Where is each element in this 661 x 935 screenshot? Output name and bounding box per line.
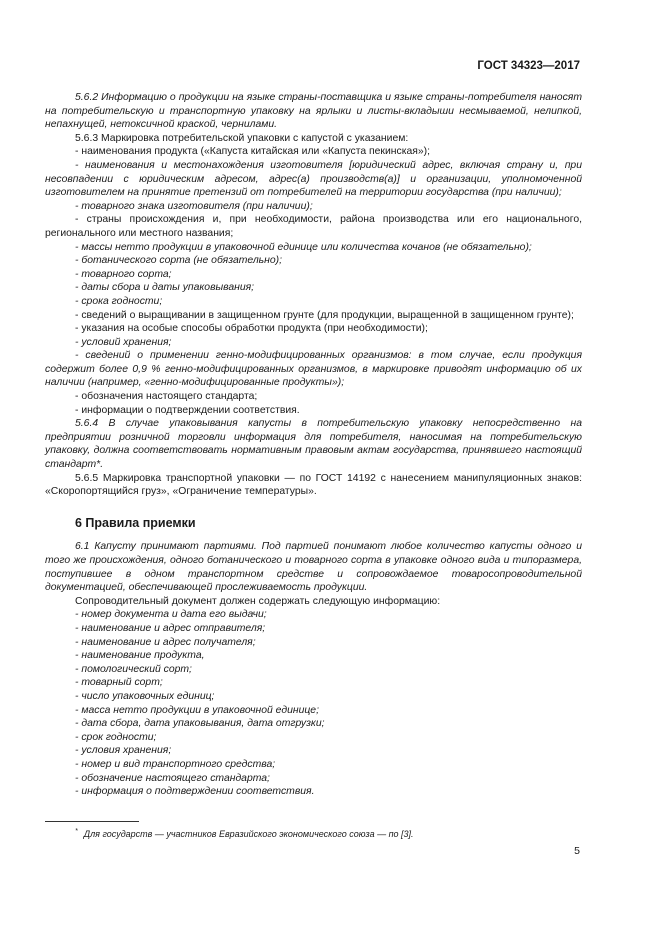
list-item: - массы нетто продукции в упаковочной единице или количества кочанов (не обязательно);	[75, 241, 532, 253]
section-6-lead: Сопроводительный документ должен содержать следующую информацию:	[75, 595, 441, 607]
list-item: - сведений о выращивании в защищенном грунте (для продукции, выращенной в защищенном грунте);	[75, 309, 574, 321]
list-item: - номер документа и дата его выдачи;	[75, 609, 267, 621]
list-item: - указания на особые способы обработки продукта (при необходимости);	[75, 323, 428, 335]
paragraphs-b	[45, 417, 582, 499]
list-item: - товарного сорта;	[75, 268, 172, 280]
list-item: - сведений о применении генно-модифицированных организмов: в том случае, если продукция содержит более 0,9 % генно-модифицированных организмов, в маркировке приводят информацию об их наличии (например, «генно-модифицированные продукты»);	[45, 350, 582, 389]
list-item: - наименование и адрес получателя;	[75, 636, 256, 648]
section-6-intro: 6.1 Капусту принимают партиями. Под партией понимают любое количество капусты одного и того же происхождения, одного ботанического и товарного сорта в упаковке одного вида и типоразмера, поступившее в одном транспортном средстве и сопровождаемое товаросопроводительной документацией, обеспечивающей прослеживаемость продукции.	[45, 541, 582, 594]
footnote-marker: *	[75, 828, 78, 835]
list-item: - страны происхождения и, при необходимости, района производства или его национального, регионального или местного названия;	[45, 214, 582, 239]
list-item: - условия хранения;	[75, 745, 172, 757]
list-item: - наименования и местонахождения изготовителя [юридический адрес, включая страну и, при несовпадении с юридическим адресом, адрес(а) производств(а)] и организации, уполномоченной изготовителем на принятие претензий от потребителей на территории государства (при наличии);	[45, 159, 582, 199]
list-item: - номер и вид транспортного средства;	[75, 758, 276, 770]
labeling-list	[45, 145, 582, 417]
list-item: - наименования продукта («Капуста китайская или «Капуста пекинская»);	[75, 146, 431, 158]
paragraph: 5.6.3 Маркировка потребительской упаковки с капустой с указанием:	[75, 132, 409, 144]
footnote	[75, 828, 414, 839]
footnote-divider	[45, 821, 139, 822]
list-item: - ботанического сорта (не обязательно);	[75, 255, 282, 267]
list-item: - срок годности;	[75, 731, 157, 743]
section-6-title: 6 Правила приемки	[75, 515, 196, 530]
list-item: - обозначения настоящего стандарта;	[75, 391, 258, 403]
paragraph: 5.6.5 Маркировка транспортной упаковки — по ГОСТ 14192 с нанесением манипуляционных знаков: «Скоропортящийся груз», «Ограничение температуры».	[45, 472, 582, 498]
paragraph: 5.6.4 В случае упаковывания капусты в потребительскую упаковку непосредственно на предприятии розничной торговли информация для потребителя, наносимая на потребительскую упаковку, должна соответствовать нормативным правовым актам государства, принявшего настоящий стандарт*.	[45, 418, 582, 471]
paragraph: 5.6.2 Информацию о продукции на языке страны-поставщика и языке страны-потребителя наносят на потребительскую и транспортную упаковку на ярлыки и листы-вкладыши несмываемой, нелипкой, непахнущей, нетоксичной краской, чернилами.	[45, 92, 582, 131]
list-item: - масса нетто продукции в упаковочной единице;	[75, 704, 319, 716]
list-item: - даты сбора и даты упаковывания;	[75, 282, 255, 294]
list-item: - дата сбора, дата упаковывания, дата отгрузки;	[75, 718, 325, 730]
list-item: - информации о подтверждении соответствия.	[75, 404, 300, 416]
list-item: - информация о подтверждении соответствия.	[75, 786, 315, 798]
paragraphs-a	[45, 91, 582, 145]
list-item: - наименование продукта,	[75, 650, 205, 662]
list-item: - товарного знака изготовителя (при наличии);	[75, 200, 313, 212]
list-item: - наименование и адрес отправителя;	[75, 622, 266, 634]
list-item: - условий хранения;	[75, 336, 172, 348]
document-info-list	[45, 608, 582, 798]
footnote-text: Для государств — участников Евразийского экономического союза — по [3].	[83, 829, 414, 839]
list-item: - помологический сорт;	[75, 663, 192, 675]
list-item: - товарный сорт;	[75, 677, 163, 689]
list-item: - срока годности;	[75, 295, 163, 307]
page-body	[45, 91, 582, 799]
document-code: ГОСТ 34323—2017	[477, 60, 580, 72]
list-item: - число упаковочных единиц;	[75, 690, 215, 702]
list-item: - обозначение настоящего стандарта;	[75, 772, 270, 784]
page-number: 5	[574, 845, 580, 857]
